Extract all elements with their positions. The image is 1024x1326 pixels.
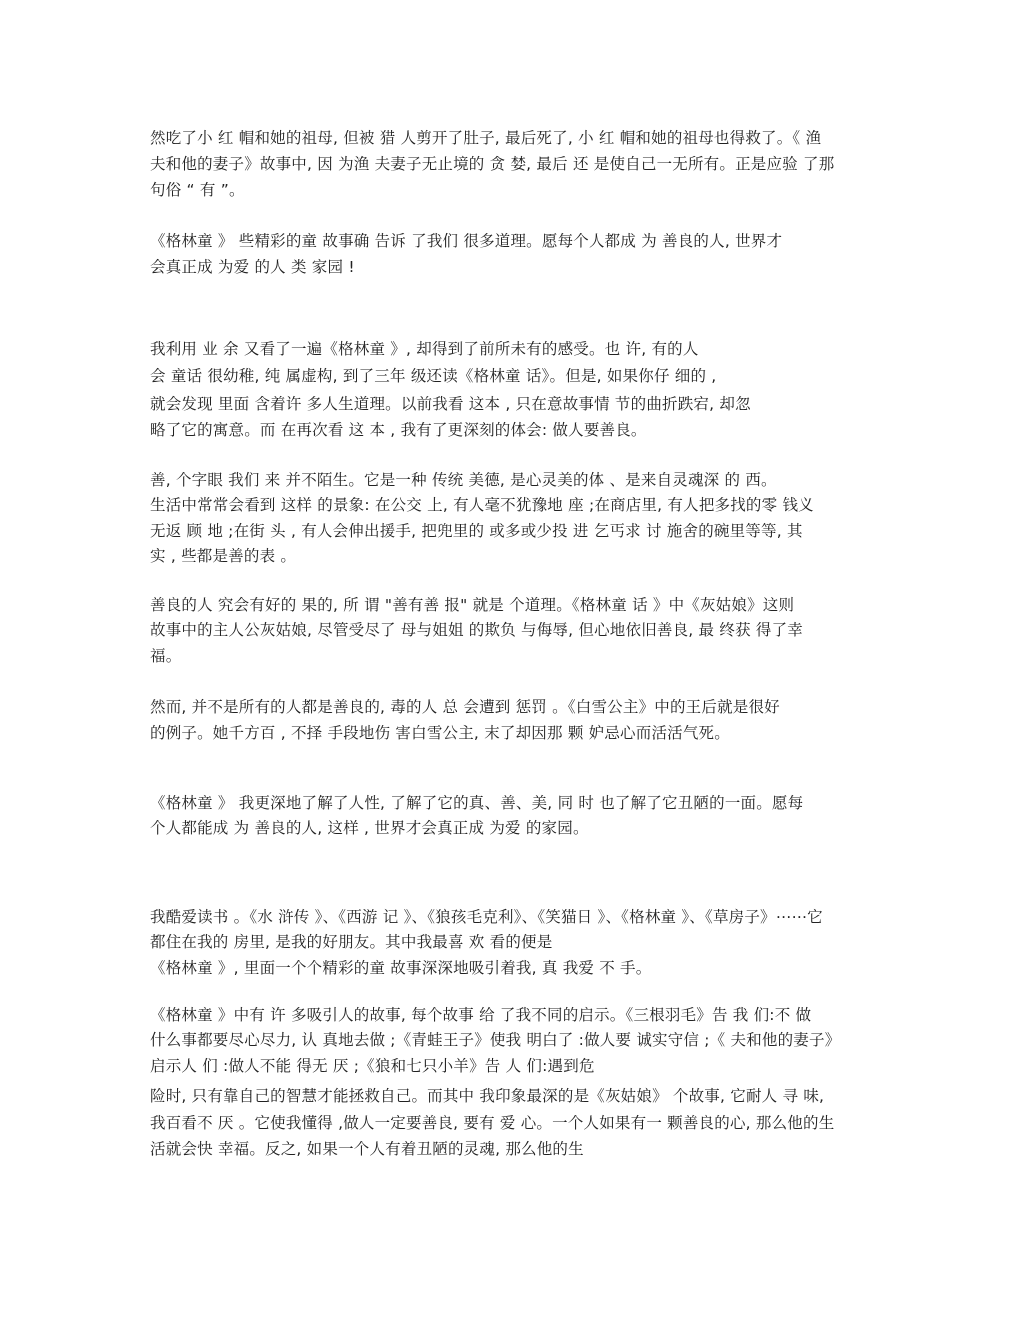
text-line: 然吃了小 红 帽和她的祖母, 但被 猎 人剪开了肚子, 最后死了, 小 红 帽和她的祖母也得救了。《 渔 <box>150 129 822 147</box>
text-line: 启示人 们 :做人不能 得无 厌 ;《狼和七只小羊》告 人 们:遇到危 <box>150 1057 595 1075</box>
text-line: 我百看不 厌 。它使我懂得 ,做人一定要善良, 要有 爱 心。一个人如果有一 颗善良的心, 那么他的生 <box>150 1114 835 1132</box>
text-line: 无返 顾 地 ;在街 头 , 有人会伸出援手, 把兜里的 或多或少投 进 乞丐求 讨 施舍的碗里等等, 其 <box>150 522 803 540</box>
text-line: 《格林童 》 我更深地了解了人性, 了解了它的真、善、美, 同 时 也了解了它丑陋的一面。愿每 <box>150 794 804 812</box>
text-line: 我利用 业 余 又看了一遍《格林童 》, 却得到了前所未有的感受。也 许, 有的人 <box>150 340 699 358</box>
text-line: 都住在我的 房里, 是我的好朋友。其中我最喜 欢 看的便是 <box>150 933 553 951</box>
text-line: 故事中的主人公灰姑娘, 尽管受尽了 母与姐姐 的欺负 与侮辱, 但心地依旧善良, 最 终获 得了幸 <box>150 621 803 639</box>
text-line: 《格林童 》, 里面一个个精彩的童 故事深深地吸引着我, 真 我爱 不 手。 <box>150 959 652 977</box>
text-line: 实 , 些都是善的表 。 <box>150 547 297 565</box>
text-line: 险时, 只有靠自己的智慧才能拯救自己。而其中 我印象最深的是《灰姑娘》 个故事, 它耐人 寻 味, <box>150 1087 825 1105</box>
text-line: 我酷爱读书 。《水 浒传 》、《西游 记 》、《狼孩毛克利》、《笑猫日 》、《格林童 》、《草房子》⋯⋯它 <box>150 908 823 926</box>
text-line: 善良的人 究会有好的 果的, 所 谓 "善有善 报" 就是 个道理。《格林童 话 》中《灰姑娘》这则 <box>150 596 795 614</box>
text-line: 活就会快 幸福。反之, 如果一个人有着丑陋的灵魂, 那么他的生 <box>150 1140 584 1158</box>
text-line: 然而, 并不是所有的人都是善良的, 毒的人 总 会遭到 惩罚 。《白雪公主》中的王后就是很好 <box>150 698 780 716</box>
text-line: 的例子。她千方百 , 不择 手段地伤 害白雪公主, 末了却因那 颗 妒忌心而活活气死。 <box>150 724 730 742</box>
text-line: 生活中常常会看到 这样 的景象: 在公交 上, 有人毫不犹豫地 座 ;在商店里, 有人把多找的零 钱义 <box>150 496 814 514</box>
text-line: 会 童话 很幼稚, 纯 属虚构, 到了三年 级还读《格林童 话》。但是, 如果你仔 细的 , <box>150 367 717 385</box>
text-line: 会真正成 为爱 的人 类 家园 ! <box>150 258 355 276</box>
text-line: 句俗 “ 有 ”。 <box>150 181 245 199</box>
text-line: 善, 个字眼 我们 来 并不陌生。它是一种 传统 美德, 是心灵美的体 、是来自灵魂深 的 西。 <box>150 471 777 489</box>
text-line: 什么事都要尽心尽力, 认 真地去做 ;《青蛙王子》使我 明白了 :做人要 诚实守信 ;《 夫和他的妻子》 <box>150 1031 841 1049</box>
text-line: 《格林童 》中有 许 多吸引人的故事, 每个故事 给 了我不同的启示。《三根羽毛》告 我 们:不 做 <box>150 1006 812 1024</box>
text-line: 个人都能成 为 善良的人, 这样 , 世界才会真正成 为爱 的家园。 <box>150 819 589 837</box>
text-line: 就会发现 里面 含着许 多人生道理。以前我看 这本 , 只在意故事情 节的曲折跌宕, 却忽 <box>150 395 751 413</box>
text-line: 《格林童 》 些精彩的童 故事确 告诉 了我们 很多道理。愿每个人都成 为 善良的人, 世界才 <box>150 232 783 250</box>
text-line: 夫和他的妻子》故事中, 因 为渔 夫妻子无止境的 贪 婪, 最后 还 是使自己一无所有。正是应验 了那 <box>150 155 835 173</box>
text-line: 福。 <box>150 647 182 665</box>
text-line: 略了它的寓意。而 在再次看 这 本 , 我有了更深刻的体会: 做人要善良。 <box>150 421 647 439</box>
